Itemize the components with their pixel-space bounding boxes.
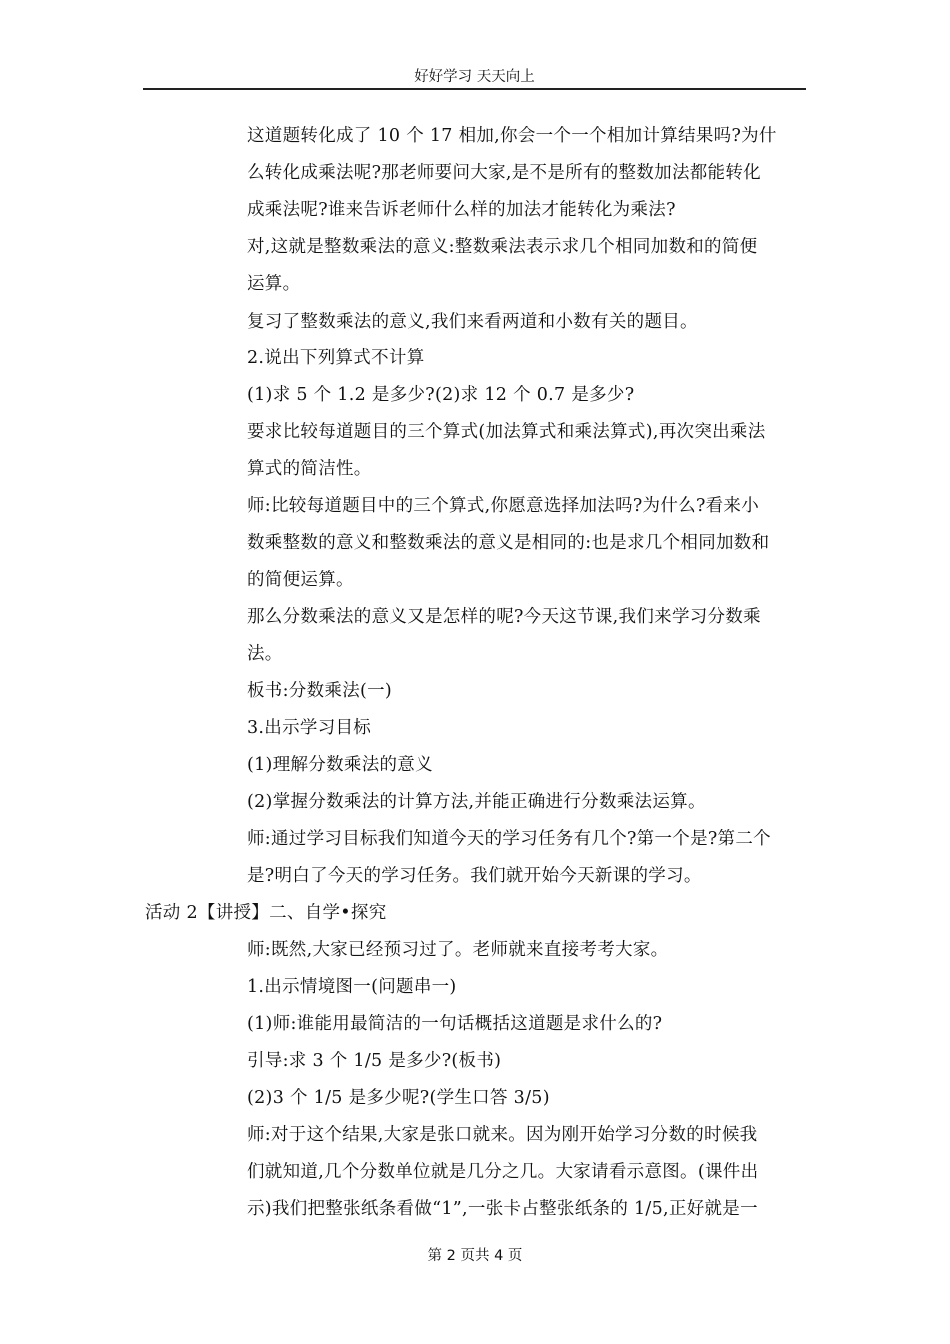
text-line: 3.出示学习目标: [247, 718, 372, 738]
text-line: 成乘法呢?谁来告诉老师什么样的加法才能转化为乘法?: [247, 200, 676, 220]
text-line: 们就知道,几个分数单位就是几分之几。大家请看示意图。(课件出: [247, 1162, 759, 1182]
text-line: 对,这就是整数乘法的意义:整数乘法表示求几个相同加数和的简便: [247, 237, 758, 257]
text-line: (2)掌握分数乘法的计算方法,并能正确进行分数乘法运算。: [247, 792, 706, 812]
text-line: (1)师:谁能用最简洁的一句话概括这道题是求什么的?: [247, 1014, 663, 1034]
text-line: 2.说出下列算式不计算: [247, 348, 425, 368]
page-header: 好好学习 天天向上: [414, 69, 535, 85]
text-line: 引导:求 3 个 1/5 是多少?(板书): [247, 1051, 502, 1071]
page-number: 第 2 页共 4 页: [427, 1248, 523, 1264]
text-line: 师:比较每道题目中的三个算式,你愿意选择加法吗?为什么?看来小: [247, 496, 760, 516]
text-line: 复习了整数乘法的意义,我们来看两道和小数有关的题目。: [247, 312, 698, 332]
text-line: 1.出示情境图一(问题串一): [247, 977, 457, 997]
activity-heading: 活动 2【讲授】二、自学•探究: [145, 903, 387, 923]
text-line: 师:对于这个结果,大家是张口就来。因为刚开始学习分数的时候我: [247, 1125, 758, 1145]
text-line: 算式的简洁性。: [247, 459, 372, 479]
text-line: 师:既然,大家已经预习过了。老师就来直接考考大家。: [247, 940, 669, 960]
text-line: (1)理解分数乘法的意义: [247, 755, 433, 775]
text-line: 板书:分数乘法(一): [247, 681, 393, 701]
text-line: 那么分数乘法的意义又是怎样的呢?今天这节课,我们来学习分数乘: [247, 607, 761, 627]
text-line: 么转化成乘法呢?那老师要问大家,是不是所有的整数加法都能转化: [247, 163, 761, 183]
text-line: 数乘整数的意义和整数乘法的意义是相同的:也是求几个相同加数和: [247, 533, 770, 553]
text-line: 运算。: [247, 274, 301, 294]
text-line: 示)我们把整张纸条看做“1”,一张卡占整张纸条的 1/5,正好就是一: [247, 1199, 758, 1219]
header-divider: [143, 88, 806, 90]
text-line: (2)3 个 1/5 是多少呢?(学生口答 3/5): [247, 1088, 550, 1108]
text-line: 要求比较每道题目的三个算式(加法算式和乘法算式),再次突出乘法: [247, 422, 766, 442]
text-line: 法。: [247, 644, 283, 664]
text-line: 这道题转化成了 10 个 17 相加,你会一个一个相加计算结果吗?为什: [247, 126, 777, 146]
text-line: (1)求 5 个 1.2 是多少?(2)求 12 个 0.7 是多少?: [247, 385, 635, 405]
text-line: 的简便运算。: [247, 570, 354, 590]
text-line: 师:通过学习目标我们知道今天的学习任务有几个?第一个是?第二个: [247, 829, 771, 849]
text-line: 是?明白了今天的学习任务。我们就开始今天新课的学习。: [247, 866, 702, 886]
